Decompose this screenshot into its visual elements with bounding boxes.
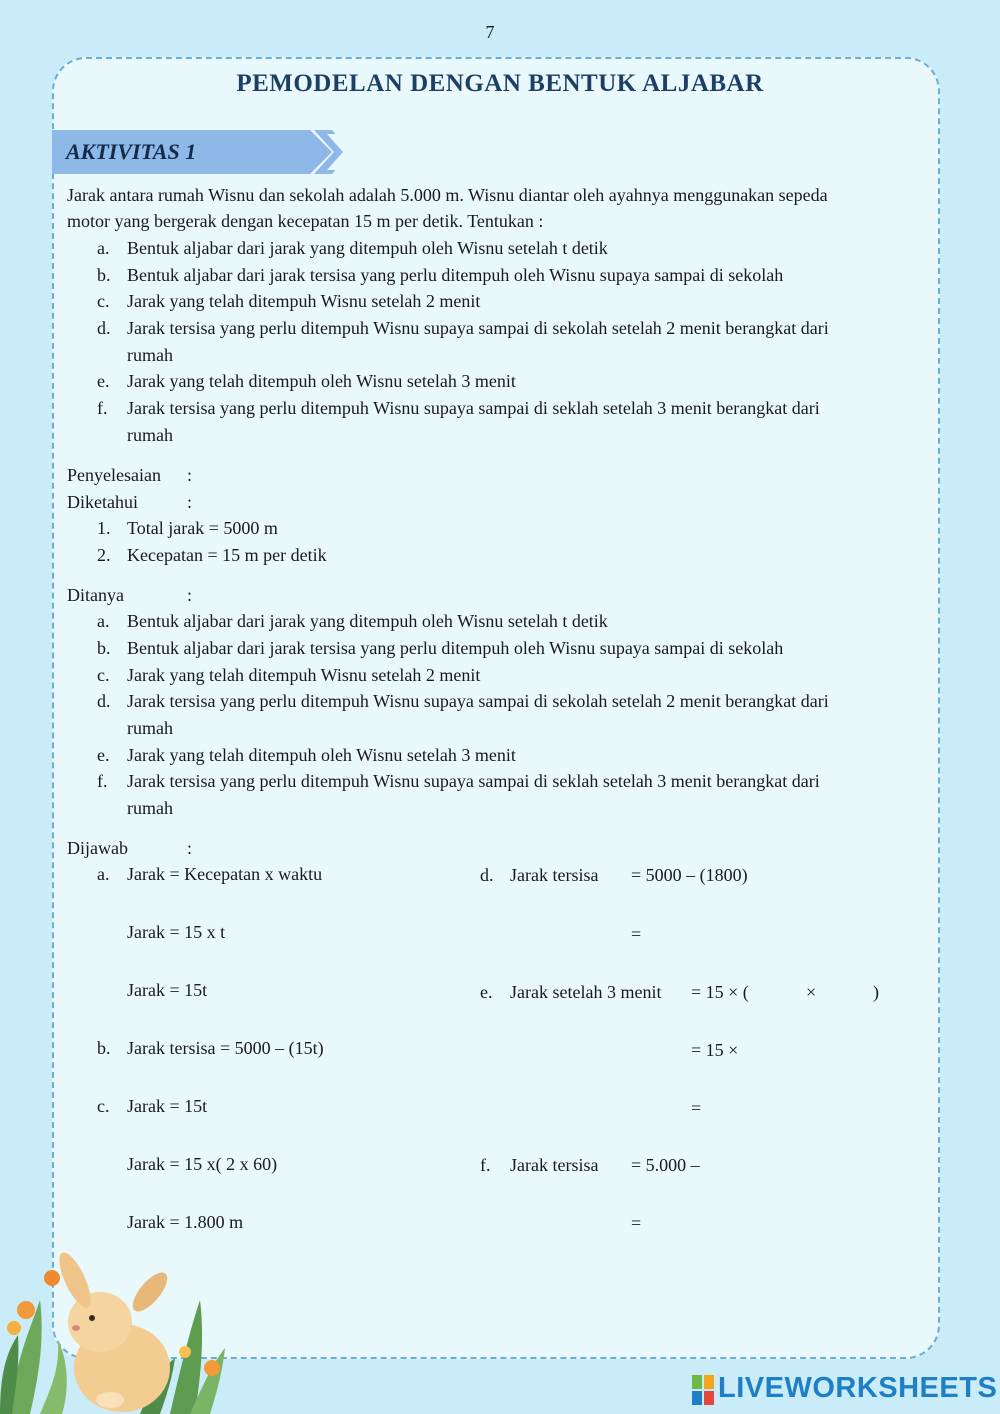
diketahui-colon: : — [187, 492, 193, 512]
ans-e-close-paren: ) — [873, 982, 879, 1002]
ans-c-line-3: Jarak = 1.800 m — [127, 1212, 244, 1232]
q1-e-text: Jarak yang telah ditempuh oleh Wisnu setelah 3 menit — [127, 371, 516, 391]
q1-f-text: Jarak tersisa yang perlu ditempuh Wisnu supaya sampai di seklah setelah 3 menit berangkat dari — [127, 398, 820, 418]
page-title: PEMODELAN DENGAN BENTUK ALJABAR — [236, 70, 764, 97]
q2-a-text: Bentuk aljabar dari jarak yang ditempuh oleh Wisnu setelah t detik — [127, 611, 608, 631]
q2-d-cont: rumah — [127, 718, 173, 738]
ans-f-eq-1: = 5.000 – — [631, 1155, 700, 1175]
ditanya-colon: : — [187, 585, 193, 605]
q1-b-marker: b. — [97, 265, 111, 285]
q1-a-marker: a. — [97, 238, 110, 258]
q2-f-marker: f. — [97, 771, 108, 791]
ans-e-eq-2: = 15 × — [691, 1040, 739, 1060]
known-1-text: Total jarak = 5000 m — [127, 518, 278, 538]
q2-f-cont: rumah — [127, 798, 173, 818]
penyelesaian-colon: : — [187, 465, 193, 485]
q1-c-marker: c. — [97, 291, 110, 311]
intro-line-2: motor yang bergerak dengan kecepatan 15 m per detik. Tentukan : — [67, 211, 544, 231]
q2-b-marker: b. — [97, 638, 111, 658]
q2-c-text: Jarak yang telah ditempuh Wisnu setelah 2 menit — [127, 665, 481, 685]
q1-f-cont: rumah — [127, 425, 173, 445]
page-number: 7 — [485, 22, 495, 42]
ans-c-line-1: Jarak = 15t — [127, 1096, 208, 1116]
ans-d-eq-2: = — [631, 924, 642, 944]
ans-f-marker: f. — [480, 1155, 491, 1175]
ans-c-marker: c. — [97, 1096, 110, 1116]
ans-e-label: Jarak setelah 3 menit — [510, 982, 662, 1002]
q1-c-text: Jarak yang telah ditempuh Wisnu setelah 2 menit — [127, 291, 481, 311]
known-2-text: Kecepatan = 15 m per detik — [127, 545, 327, 565]
ditanya-label: Ditanya — [67, 585, 124, 605]
ans-e-eq-3: = — [691, 1098, 702, 1118]
ans-d-label: Jarak tersisa — [510, 865, 599, 885]
known-1-marker: 1. — [97, 518, 111, 538]
q2-c-marker: c. — [97, 665, 110, 685]
dijawab-colon: : — [187, 838, 193, 858]
ans-b-marker: b. — [97, 1038, 111, 1058]
ans-a-marker: a. — [97, 864, 110, 884]
penyelesaian-label: Penyelesaian — [67, 465, 161, 485]
q1-d-text: Jarak tersisa yang perlu ditempuh Wisnu supaya sampai di sekolah setelah 2 menit berangkat dari — [127, 318, 829, 338]
ans-a-line-2: Jarak = 15 x t — [127, 922, 226, 942]
ans-d-eq-1: = 5000 – (1800) — [631, 865, 748, 885]
q2-f-text: Jarak tersisa yang perlu ditempuh Wisnu supaya sampai di seklah setelah 3 menit berangkat dari — [127, 771, 820, 791]
ans-f-eq-2: = — [631, 1213, 642, 1233]
q1-b-text: Bentuk aljabar dari jarak tersisa yang perlu ditempuh oleh Wisnu supaya sampai di sekolah — [127, 265, 784, 285]
q2-d-text: Jarak tersisa yang perlu ditempuh Wisnu supaya sampai di sekolah setelah 2 menit berangkat dari — [127, 691, 829, 711]
ans-d-marker: d. — [480, 865, 494, 885]
liveworksheets-logo-text[interactable]: LIVEWORKSHEETS — [718, 1372, 998, 1404]
q2-a-marker: a. — [97, 611, 110, 631]
ans-c-line-2: Jarak = 15 x( 2 x 60) — [127, 1154, 278, 1174]
ans-a-line-1: Jarak = Kecepatan x waktu — [127, 864, 323, 884]
ans-e-marker: e. — [480, 982, 493, 1002]
ans-f-label: Jarak tersisa — [510, 1155, 599, 1175]
q2-e-marker: e. — [97, 745, 110, 765]
known-2-marker: 2. — [97, 545, 111, 565]
intro-line-1: Jarak antara rumah Wisnu dan sekolah adalah 5.000 m. Wisnu diantar oleh ayahnya menggunakan sepeda — [67, 185, 828, 205]
q1-e-marker: e. — [97, 371, 110, 391]
ans-a-line-3: Jarak = 15t — [127, 980, 208, 1000]
ans-b-line-1: Jarak tersisa = 5000 – (15t) — [127, 1038, 324, 1058]
ans-e-eq-1: = 15 × ( — [691, 982, 749, 1002]
q2-d-marker: d. — [97, 691, 111, 711]
ans-e-times: × — [806, 982, 817, 1002]
activity-label: AKTIVITAS 1 — [66, 139, 197, 164]
liveworksheets-logo-icon — [692, 1373, 716, 1407]
q1-d-cont: rumah — [127, 345, 173, 365]
q2-e-text: Jarak yang telah ditempuh oleh Wisnu setelah 3 menit — [127, 745, 516, 765]
dijawab-label: Dijawab — [67, 838, 128, 858]
q1-a-text: Bentuk aljabar dari jarak yang ditempuh oleh Wisnu setelah t detik — [127, 238, 608, 258]
q2-b-text: Bentuk aljabar dari jarak tersisa yang perlu ditempuh oleh Wisnu supaya sampai di sekolah — [127, 638, 784, 658]
diketahui-label: Diketahui — [67, 492, 138, 512]
q1-d-marker: d. — [97, 318, 111, 338]
q1-f-marker: f. — [97, 398, 108, 418]
bunny-illustration — [0, 1240, 240, 1414]
